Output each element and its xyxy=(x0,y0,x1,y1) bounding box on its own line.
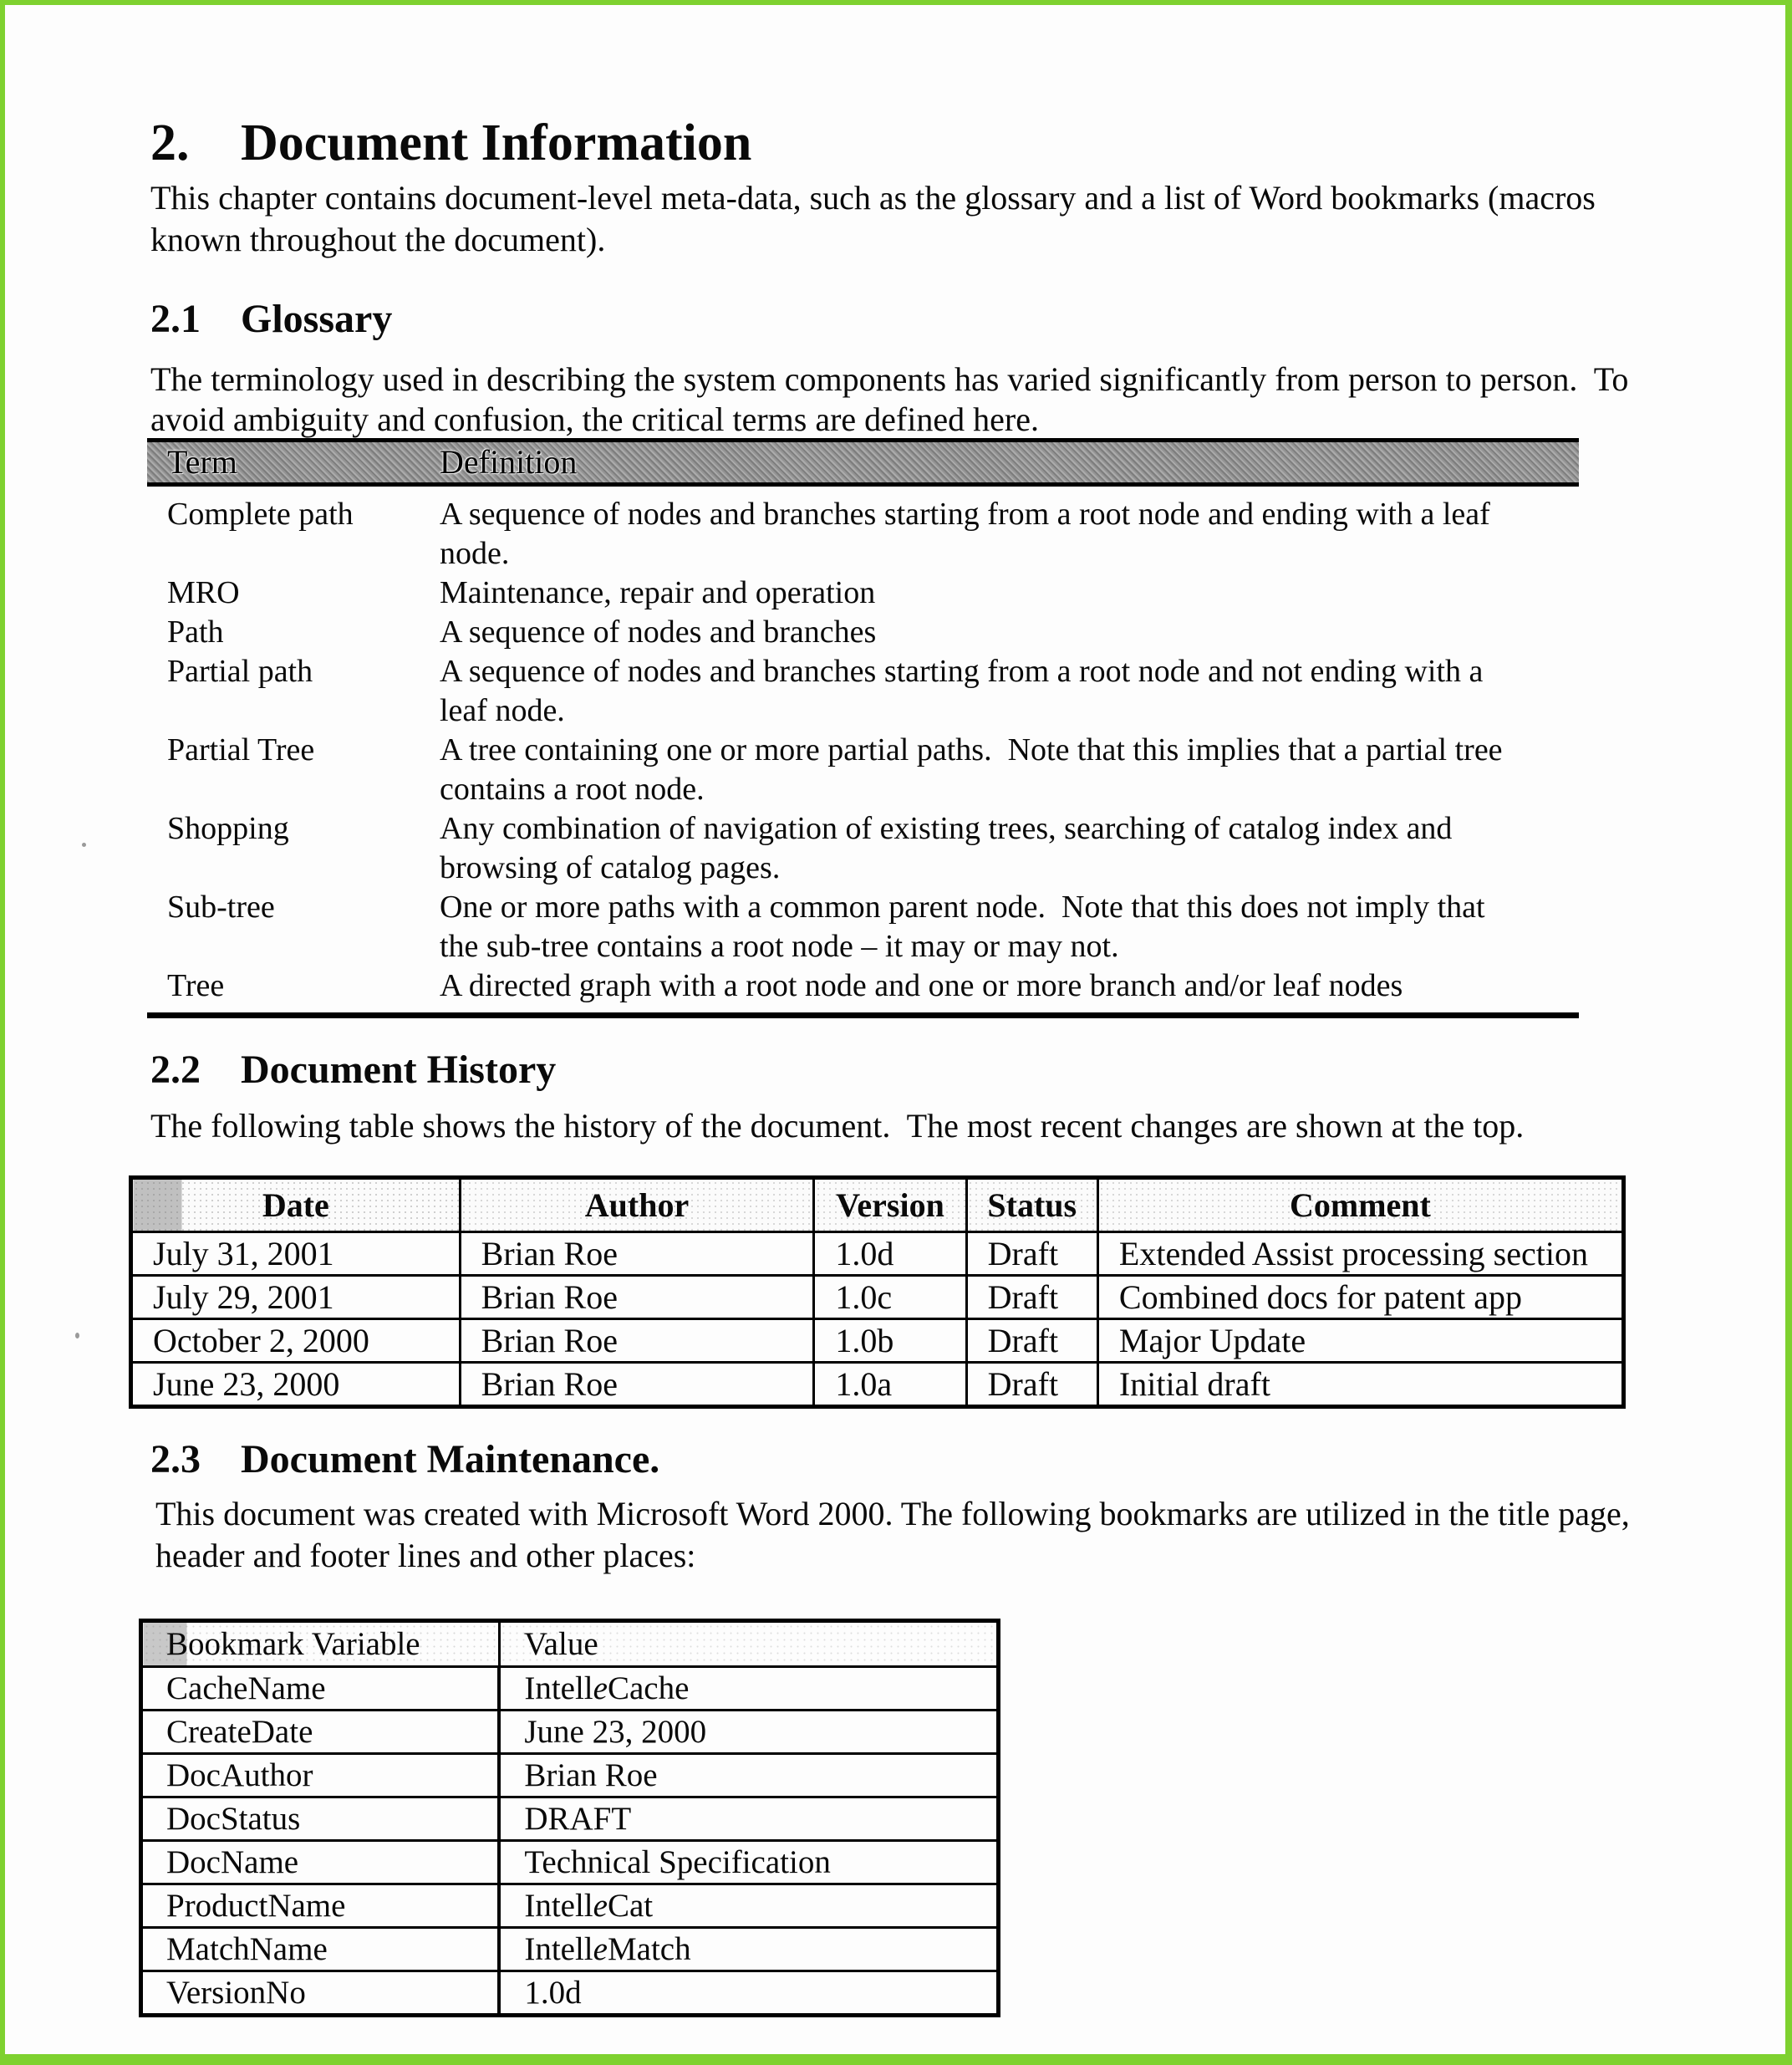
glossary-term: MRO xyxy=(167,575,240,610)
glossary-table xyxy=(147,438,1579,1018)
glossary-term: Complete path xyxy=(167,497,354,532)
history-row xyxy=(131,1363,1624,1407)
bookmark-value xyxy=(499,1928,998,1971)
history-version: 1.0a xyxy=(814,1363,966,1407)
bookmark-header-variable: Bookmark Variable xyxy=(141,1621,500,1667)
history-row xyxy=(131,1232,1624,1276)
history-header-version: Version xyxy=(814,1178,966,1232)
history-status: Draft xyxy=(966,1276,1097,1319)
section-2-2-heading xyxy=(150,1050,556,1090)
heading-number: 2.1 xyxy=(150,297,201,341)
history-author: Brian Roe xyxy=(460,1319,814,1363)
bookmark-variable: DocName xyxy=(141,1841,500,1884)
glossary-definition: Any combination of navigation of existing trees, searching of catalog index and browsing of catalog pages. xyxy=(440,811,1460,885)
bookmark-value-italic: e xyxy=(593,1931,608,1967)
glossary-intro: The terminology used in describing the system components has varied significantly from person to person. To avoid ambiguity and confusion, the critical terms are defined here. xyxy=(150,360,1637,438)
heading-title: Document History xyxy=(241,1048,557,1092)
history-header-row xyxy=(131,1178,1624,1232)
history-header-author: Author xyxy=(460,1178,814,1232)
glossary-header-definition: Definition xyxy=(440,443,578,481)
section-2-3-heading xyxy=(150,1437,660,1481)
glossary-term: Sub-tree xyxy=(167,890,275,925)
scan-speck xyxy=(82,843,86,847)
history-row xyxy=(131,1319,1624,1363)
bookmark-value-pre: Technical Specification xyxy=(524,1844,831,1880)
history-author: Brian Roe xyxy=(460,1276,814,1319)
bookmark-row xyxy=(141,1971,999,2016)
bookmark-row xyxy=(141,1884,999,1928)
history-comment: Initial draft xyxy=(1097,1363,1623,1407)
bookmark-row xyxy=(141,1711,999,1754)
bookmark-value-post: Match xyxy=(607,1931,691,1967)
bookmark-value xyxy=(499,1841,998,1884)
history-status: Draft xyxy=(966,1319,1097,1363)
glossary-definition: A sequence of nodes and branches xyxy=(440,614,877,650)
history-version: 1.0d xyxy=(814,1232,966,1276)
bookmark-variable: DocStatus xyxy=(141,1797,500,1841)
heading-number: 2. xyxy=(150,115,190,171)
glossary-definition: Maintenance, repair and operation xyxy=(440,575,876,610)
history-comment: Major Update xyxy=(1097,1319,1623,1363)
bookmark-value xyxy=(499,1884,998,1928)
bookmark-variable: DocAuthor xyxy=(141,1754,500,1797)
scan-speck xyxy=(75,1333,79,1338)
glossary-row xyxy=(147,613,1579,652)
bookmark-value-italic: e xyxy=(593,1670,608,1706)
bookmark-variable: ProductName xyxy=(141,1884,500,1928)
bookmark-variable: CreateDate xyxy=(141,1711,500,1754)
glossary-table-body xyxy=(147,487,1579,1018)
glossary-term: Path xyxy=(167,614,224,650)
history-date: July 31, 2001 xyxy=(131,1232,461,1276)
bookmark-value-pre: DRAFT xyxy=(524,1801,632,1837)
history-date: June 23, 2000 xyxy=(131,1363,461,1407)
bookmark-variable: MatchName xyxy=(141,1928,500,1971)
glossary-definition: A sequence of nodes and branches starting from a root node and not ending with a leaf node. xyxy=(440,654,1491,728)
history-author: Brian Roe xyxy=(460,1363,814,1407)
history-header-comment: Comment xyxy=(1097,1178,1623,1232)
glossary-term: Shopping xyxy=(167,811,289,846)
bookmark-value xyxy=(499,1797,998,1841)
heading-number: 2.2 xyxy=(150,1048,201,1092)
bookmark-value xyxy=(499,1971,998,2016)
bookmark-value-post: Cache xyxy=(607,1670,690,1706)
glossary-row xyxy=(147,574,1579,613)
bookmark-value-pre: 1.0d xyxy=(524,1975,582,2011)
bookmark-value-pre: Brian Roe xyxy=(524,1757,658,1793)
history-comment: Combined docs for patent app xyxy=(1097,1276,1623,1319)
bookmark-header-value: Value xyxy=(499,1621,998,1667)
bookmark-value xyxy=(499,1754,998,1797)
history-status: Draft xyxy=(966,1363,1097,1407)
heading-title: Document Maintenance. xyxy=(241,1437,660,1481)
glossary-term: Partial Tree xyxy=(167,732,315,767)
bookmark-row xyxy=(141,1928,999,1971)
heading-title: Document Information xyxy=(241,115,752,171)
glossary-definition: A directed graph with a root node and one or more branch and/or leaf nodes xyxy=(440,968,1403,1003)
bookmark-header-row xyxy=(141,1621,999,1667)
glossary-row xyxy=(147,966,1579,1006)
section-2-1-heading xyxy=(150,299,392,339)
history-author: Brian Roe xyxy=(460,1232,814,1276)
maintenance-intro: This document was created with Microsoft Word 2000. The following bookmarks are utilized in the title page, header and footer lines and other places: xyxy=(155,1495,1638,1574)
history-row xyxy=(131,1276,1624,1319)
history-date: July 29, 2001 xyxy=(131,1276,461,1319)
bookmark-variable: VersionNo xyxy=(141,1971,500,2016)
bookmark-value-pre: Intell xyxy=(524,1670,593,1706)
history-comment: Extended Assist processing section xyxy=(1097,1232,1623,1276)
glossary-definition: One or more paths with a common parent node. Note that this does not imply that the sub-tree contains a root node – it may or may not. xyxy=(440,890,1494,964)
heading-number: 2.3 xyxy=(150,1437,201,1481)
bookmark-value-italic: e xyxy=(593,1888,608,1924)
history-date: October 2, 2000 xyxy=(131,1319,461,1363)
bookmark-value-pre: Intell xyxy=(524,1931,593,1967)
history-header-status: Status xyxy=(966,1178,1097,1232)
history-intro: The following table shows the history of the document. The most recent changes are shown at the top. xyxy=(150,1107,1525,1145)
history-status: Draft xyxy=(966,1232,1097,1276)
bookmark-row xyxy=(141,1797,999,1841)
glossary-row xyxy=(147,652,1579,731)
bookmark-value-pre: Intell xyxy=(524,1888,593,1924)
glossary-term: Partial path xyxy=(167,654,313,689)
bookmark-value xyxy=(499,1667,998,1711)
history-table xyxy=(129,1175,1626,1409)
bookmark-table xyxy=(139,1619,1000,2017)
history-header-date: Date xyxy=(131,1178,461,1232)
heading-title: Glossary xyxy=(241,297,393,341)
section-2-intro: This chapter contains document-level meta-data, such as the glossary and a list of Word bookmarks (macros known throughout the document). xyxy=(150,179,1604,258)
glossary-term: Tree xyxy=(167,968,225,1003)
glossary-definition: A sequence of nodes and branches starting from a root node and ending with a leaf node. xyxy=(440,497,1499,571)
glossary-row xyxy=(147,809,1579,888)
glossary-row xyxy=(147,888,1579,966)
bookmark-row xyxy=(141,1841,999,1884)
glossary-definition: A tree containing one or more partial paths. Note that this implies that a partial tree contains a root node. xyxy=(440,732,1511,807)
section-2-heading xyxy=(150,117,751,169)
bookmark-value-pre: June 23, 2000 xyxy=(524,1714,707,1750)
glossary-row xyxy=(147,495,1579,574)
bookmark-row xyxy=(141,1754,999,1797)
bookmark-variable: CacheName xyxy=(141,1667,500,1711)
history-version: 1.0b xyxy=(814,1319,966,1363)
bookmark-row xyxy=(141,1667,999,1711)
glossary-row xyxy=(147,731,1579,809)
glossary-table-header xyxy=(147,438,1579,487)
bookmark-value xyxy=(499,1711,998,1754)
glossary-header-term: Term xyxy=(167,443,237,481)
bookmark-value-post: Cat xyxy=(607,1888,654,1924)
history-version: 1.0c xyxy=(814,1276,966,1319)
